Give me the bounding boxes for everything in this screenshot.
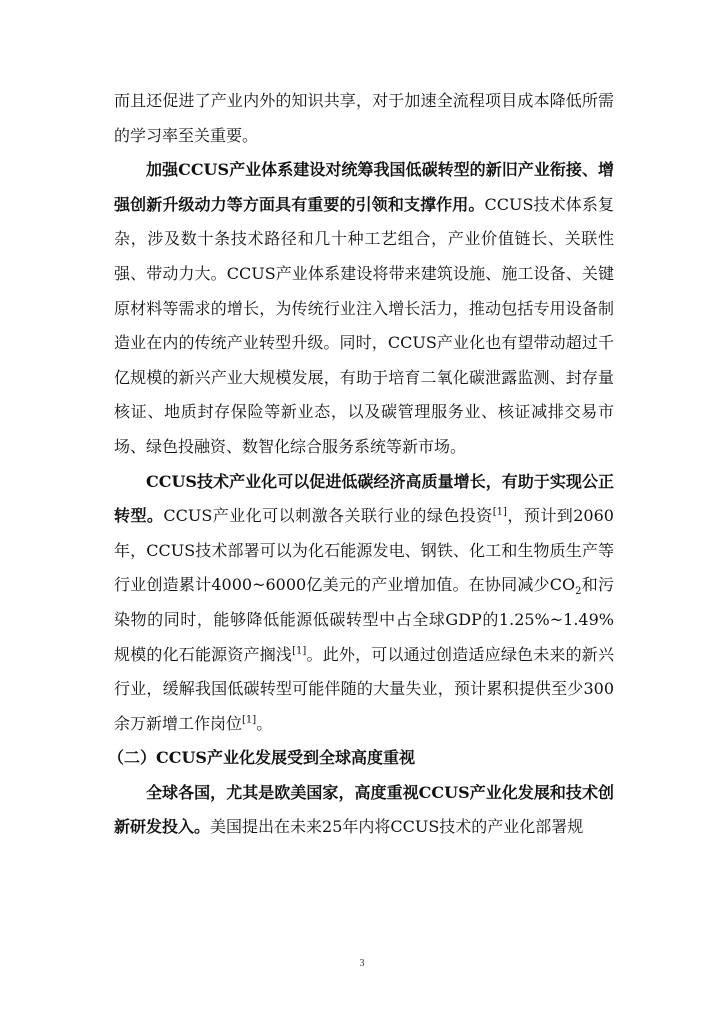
paragraph-body: ，预计到2060年，CCUS技术部署可以为化石能源发电、钢铁、化工和生物质生产等行业创造累计4000~6000亿美元的产业增加值。在协同减少CO: [114, 506, 614, 595]
paragraph-low-carbon-growth: [114, 465, 614, 742]
paragraph-body: 和污染物的同时，能够降低能源低碳转型中占全球GDP的1.25%~1.49%规模的化石能源资产搁浅: [114, 575, 614, 664]
citation-ref: [1]: [292, 645, 307, 657]
paragraph-body: CCUS产业化可以刺激各关联行业的绿色投资: [163, 506, 493, 526]
paragraph-industry-system: [114, 153, 614, 464]
page-number: 3: [359, 958, 365, 969]
paragraph-lead-bold: 全球各国，尤其是欧美国家，高度重视CCUS产业化发展和技术创新研发投入。: [114, 782, 614, 837]
section-heading: （二）CCUS产业化发展受到全球高度重视: [108, 748, 415, 768]
paragraph-body: 美国提出在未来25年内将CCUS技术的产业化部署规: [210, 817, 584, 837]
paragraph-body: 。此外，可以通过创造适应绿色未来的新兴行业，缓解我国低碳转型可能伴随的大量失业，预计累积提供至少300余万新增工作岗位: [114, 644, 614, 733]
paragraph-lead-bold: CCUS技术产业化可以促进低碳经济高质量增长，有助于实现公正转型。: [114, 471, 614, 526]
citation-ref: [1]: [242, 714, 257, 726]
paragraph-continuation: 而且还促进了产业内外的知识共享，对于加速全流程项目成本降低所需的学习率至关重要。: [114, 91, 614, 145]
paragraph-body: CCUS技术体系复杂，涉及数十条技术路径和几十种工艺组合，产业价值链长、关联性强、带动力大。CCUS产业体系建设将带来建筑设施、施工设备、关键原材料等需求的增长，为传统行业注入增长活力，推动包括专用设备制造业在内的传统产业转型升级。同时，CCUS产业化也有望带动超过千亿规模的新兴产业大规模发展，有助于培育二氧化碳泄露监测、封存量核证、地质封存保险等新业态，以及碳管理服务业、核证减排交易市场、绿色投融资、数智化综合服务系统等新市场。: [114, 194, 614, 456]
paragraph-lead-bold: 加强CCUS产业体系建设对统筹我国低碳转型的新旧产业衔接、增强创新升级动力等方面具有重要的引领和支撑作用。: [114, 160, 614, 214]
subscript: 2: [575, 586, 582, 598]
paragraph-body: 。: [256, 713, 273, 733]
document-body: [108, 84, 614, 845]
paragraph-global-attention: [114, 776, 614, 845]
citation-ref: [1]: [492, 506, 507, 518]
